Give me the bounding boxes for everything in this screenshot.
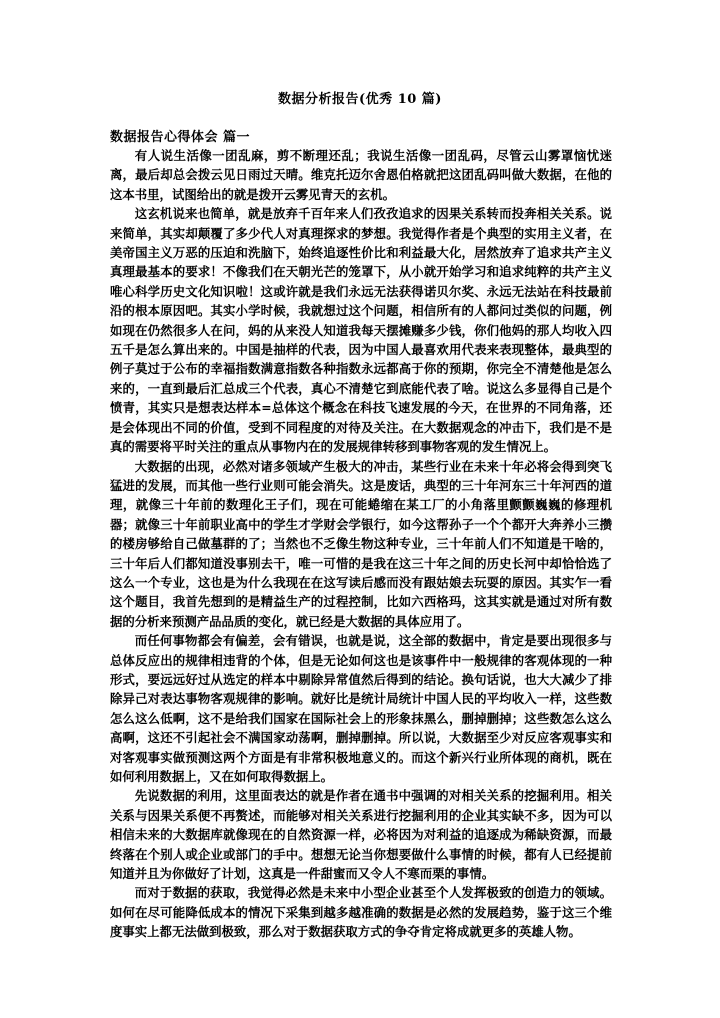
paragraph-2: 这玄机说来也简单，就是放弃千百年来人们孜孜追求的因果关系转而投奔相关关系。说来简单，其实却颠覆了多少代人对真理探求的梦想。我觉得作者是个典型的实用主义者，在美帝国主义万恶的压迫和洗脑下，始终追逐性价比和利益最大化，居然放弃了追求共产主义真理最基本的要求！不像我们在天朝光芒的笼罩下，从小就开始学习和追求纯粹的共产主义唯心科学历史文化知识啦！这或许就是我们永远无法获得诺贝尔奖、永远无法站在科技最前沿的根本原因吧。其实小学时候，我就想过这个问题，相信所有的人都问过类似的问题，例如现在仍然很多人在问，妈的从来没人知道我每天摆摊赚多少钱，你们他妈的那人均收入四五千是怎么算出来的。中国是抽样的代表，因为中国人最喜欢用代表来表现整体，最典型的例子莫过于公布的幸福指数满意指数各种指数永远都高于你的预期，你完全不清楚他是怎么来的，一直到最后汇总成三个代表，真心不清楚它到底能代表了啥。说这么多显得自己是个愤青，其实只是想表达样本=总体这个概念在科技飞速发展的今天，在世界的不同角落，还是会体现出不同的价值，受到不同程度的对待及关注。在大数据观念的冲击下，我们是不是真的需要将平时关注的重点从事物内在的发展规律转移到事物客观的发生情况上。 [110,206,612,455]
paragraph-4: 而任何事物都会有偏差，会有错误，也就是说，这全部的数据中，肯定是要出现很多与总体反应出的规律相违背的个体，但是无论如何这也是该事件中一般规律的客观体现的一种形式，要远远好过从选定的样本中剔除异常值然后得到的结论。换句话说，也大大减少了排除异己对表达事物客观规律的影响。就好比是统计局统计中国人民的平均收入一样，这些数怎么这么低啊，这不是给我们国家在国际社会上的形象抹黑么，删掉删掉；这些数怎么这么高啊，这还不引起社会不满国家动荡啊，删掉删掉。所以说，大数据至少对反应客观事实和对客观事实做预测这两个方面是有非常积极地意义的。而这个新兴行业所体现的商机，既在如何利用数据上，又在如何取得数据上。 [110,633,612,784]
paragraph-1: 有人说生活像一团乱麻，剪不断理还乱；我说生活像一团乱码，尽管云山雾罩恼忧迷离，最后却总会拨云见日雨过天晴。维克托迈尔舍恩伯格就把这团乱码叫做大数据，在他的这本书里，试图给出的就是拨开云雾见青天的玄机。 [110,148,612,202]
paragraph-3: 大数据的出现，必然对诸多领域产生极大的冲击，某些行业在未来十年必将会得到突飞猛进的发展，而其他一些行业则可能会消失。这是废话，典型的三十年河东三十年河西的道理，就像三十年前的数理化王子们，现在可能蜷缩在某工厂的小角落里颤颤巍巍的修理机器；就像三十年前职业高中的学生才学财会学银行，如今这帮孙子一个个都开大奔养小三攒的楼房够给自己做墓群的了；当然也不乏像生物这种专业，三十年前人们不知道是干啥的，三十年后人们都知道没事别去干，唯一可惜的是我在这三十年之间的历史长河中却恰恰选了这么一个专业，这也是为什么我现在在这写读后感而没有跟姑娘去玩耍的原因。其实乍一看这个题目，我首先想到的是精益生产的过程控制，比如六西格玛，这其实就是通过对所有数据的分析来预测产品品质的变化，就已经是大数据的具体应用了。 [110,458,612,629]
document-title: 数据分析报告(优秀 10 篇) [278,92,442,107]
document-body [110,146,612,942]
paragraph-6: 而对于数据的获取，我觉得必然是未来中小型企业甚至个人发挥极致的创造力的领域。如何在尽可能降低成本的情况下采集到越多越准确的数据是必然的发展趋势，鉴于这三个维度事实上都无法做到极致，那么对于数据获取方式的争夺肯定将成就更多的英雄人物。 [110,885,612,940]
paragraph-5: 先说数据的利用，这里面表达的就是作者在通书中强调的对相关关系的挖掘利用。相关关系与因果关系便不再赘述，而能够对相关关系进行挖掘利用的企业其实缺不多，因为可以相信未来的大数据库就像现在的自然资源一样，必将因为对利益的追逐成为稀缺资源，而最终落在个别人或企业或部门的手中。想想无论当你想要做什么事情的时候，都有人已经提前知道并且为你做好了计划，这真是一件甜蜜而又令人不寒而栗的事情。 [110,788,612,882]
section-heading: 数据报告心得体会 篇一 [110,130,251,145]
